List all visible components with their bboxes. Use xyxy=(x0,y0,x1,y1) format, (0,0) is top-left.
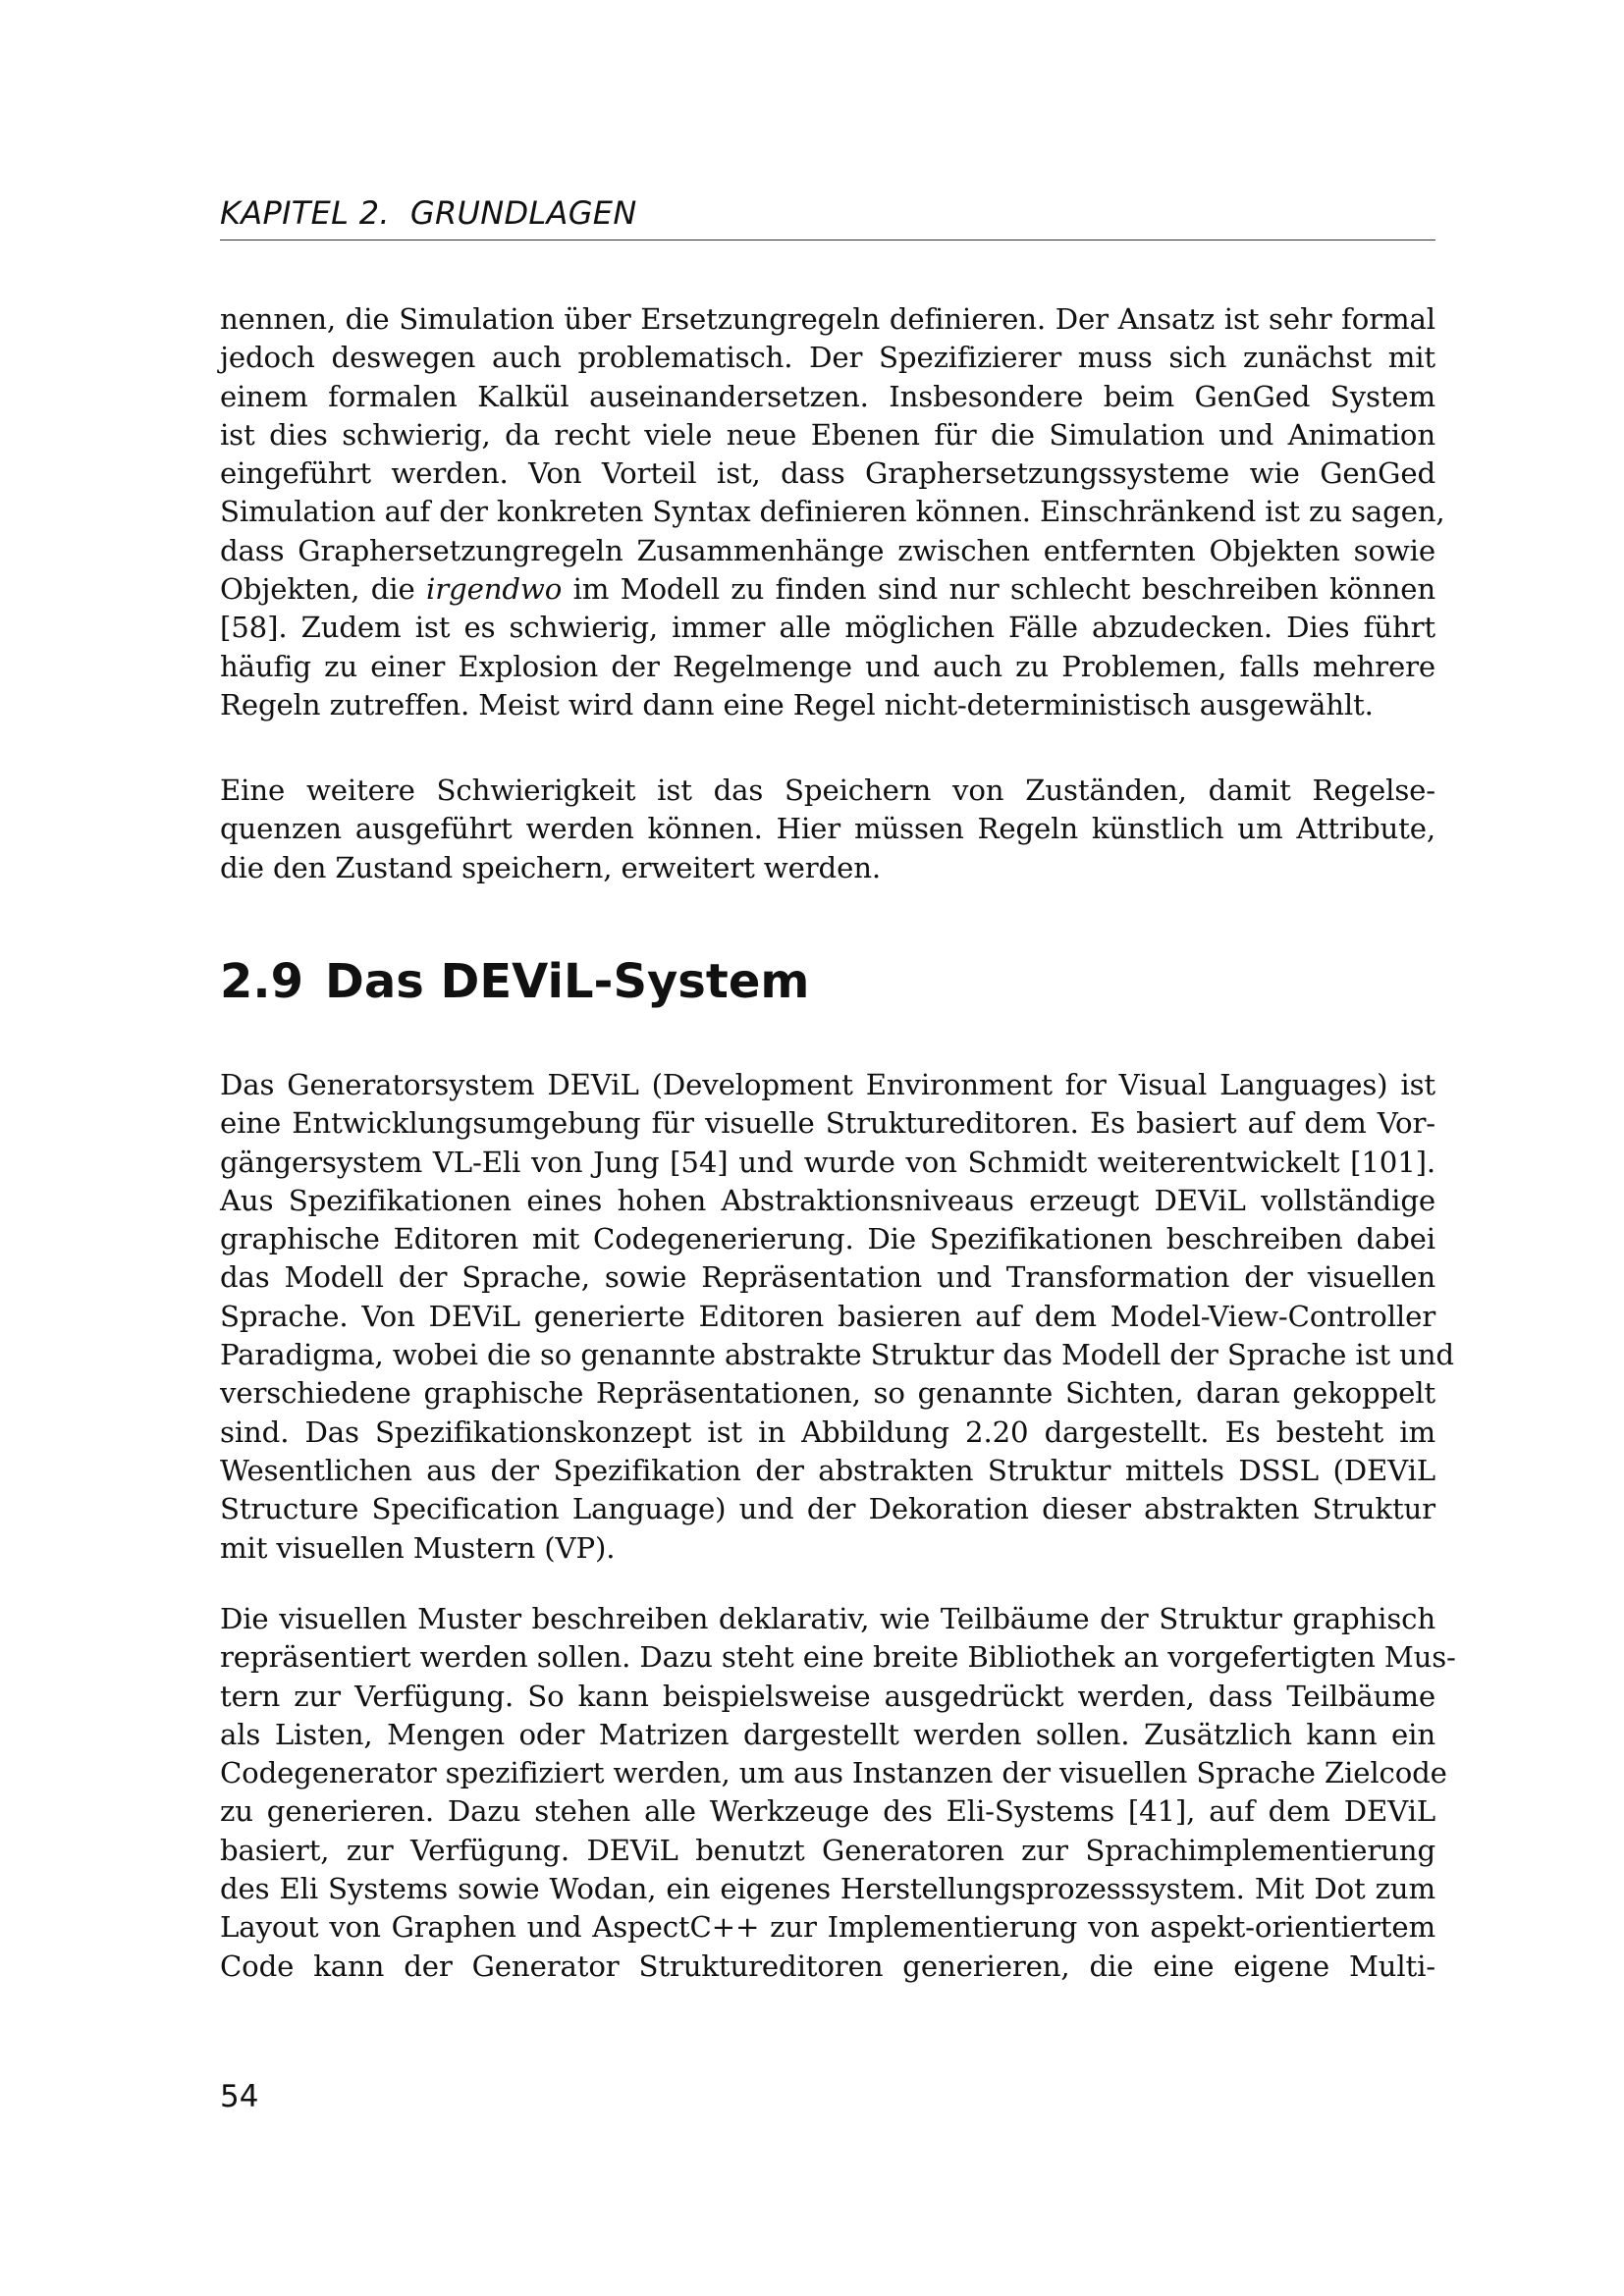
text-line: eingeführt werden. Von Vorteil ist, dass Graphersetzungssysteme wie GenGed xyxy=(220,456,1435,491)
text-line: zu generieren. Dazu stehen alle Werkzeuge des Eli-Systems [41], auf dem DEViL xyxy=(220,1794,1435,1829)
text-line: als Listen, Mengen oder Matrizen dargestellt werden sollen. Zusätzlich kann ein xyxy=(220,1717,1435,1751)
text-line: tern zur Verfügung. So kann beispielsweise ausgedrückt werden, dass Teilbäume xyxy=(220,1679,1435,1713)
section-heading xyxy=(220,952,809,1011)
text-line: Wesentlichen aus der Spezifikation der abstrakten Struktur mittels DSSL (DEViL xyxy=(220,1453,1435,1487)
italic-word: irgendwo xyxy=(426,572,563,607)
text-line: repräsentiert werden sollen. Dazu steht eine breite Bibliothek an vorgefertigten Mus- xyxy=(220,1640,1456,1675)
text-line: das Modell der Sprache, sowie Repräsentation und Transformation der visuellen xyxy=(220,1260,1435,1295)
page-number: 54 xyxy=(220,2079,259,2114)
text-line: nennen, die Simulation über Ersetzungregeln definieren. Der Ansatz ist sehr formal xyxy=(220,302,1435,336)
paragraph-2 xyxy=(220,772,1435,887)
paragraph-4 xyxy=(220,1600,1456,1986)
text-fragment: im Modell zu finden sind nur schlecht beschreiben können xyxy=(562,572,1435,607)
text-line: einem formalen Kalkül auseinandersetzen. Insbesondere beim GenGed System xyxy=(220,379,1435,413)
text-line: ist dies schwierig, da recht viele neue Ebenen für die Simulation und Animation xyxy=(220,417,1435,452)
text-line: Eine weitere Schwierigkeit ist das Speichern von Zuständen, damit Regelse- xyxy=(220,774,1435,807)
running-header xyxy=(220,190,1435,240)
text-line: Sprache. Von DEViL generierte Editoren basieren auf dem Model-View-Controller xyxy=(220,1299,1435,1333)
text-line-with-italic xyxy=(220,570,1435,609)
text-line: die den Zustand speichern, erweitert werden. xyxy=(220,850,881,884)
text-line: Aus Spezifikationen eines hohen Abstraktionsniveaus erzeugt DEViL vollständige xyxy=(220,1183,1435,1217)
text-line: [58]. Zudem ist es schwierig, immer alle möglichen Fälle abzudecken. Dies führt xyxy=(220,611,1435,645)
text-line: häufig zu einer Explosion der Regelmenge und auch zu Problemen, falls mehrere xyxy=(220,649,1435,683)
text-line: eine Entwicklungsumgebung für visuelle Struktureditoren. Es basiert auf dem Vor- xyxy=(220,1106,1435,1141)
text-line: Codegenerator spezifiziert werden, um aus Instanzen der visuellen Sprache Zielcode xyxy=(220,1756,1447,1790)
text-line: Layout von Graphen und AspectC++ zur Implementierung von aspekt-orientiertem xyxy=(220,1910,1435,1945)
text-line: Das Generatorsystem DEViL (Development Environment for Visual Languages) ist xyxy=(220,1068,1435,1101)
text-line: Die visuellen Muster beschreiben deklarativ, wie Teilbäume der Struktur graphisch xyxy=(220,1602,1435,1635)
text-line: verschiedene graphische Repräsentationen, so genannte Sichten, daran gekoppelt xyxy=(220,1376,1435,1411)
text-line: basiert, zur Verfügung. DEViL benutzt Generatoren zur Sprachimplementierung xyxy=(220,1833,1435,1867)
text-line: des Eli Systems sowie Wodan, ein eigenes Herstellungsprozesssystem. Mit Dot zum xyxy=(220,1872,1435,1906)
text-line: Regeln zutreffen. Meist wird dann eine Regel nicht-deterministisch ausgewählt. xyxy=(220,687,1374,721)
text-line: Simulation auf der konkreten Syntax definieren können. Einschränkend ist zu sagen, xyxy=(220,495,1445,529)
text-line: dass Graphersetzungregeln Zusammenhänge zwischen entfernten Objekten sowie xyxy=(220,533,1435,567)
text-line: Paradigma, wobei die so genannte abstrakte Struktur das Modell der Sprache ist und xyxy=(220,1338,1454,1372)
paragraph-3 xyxy=(220,1066,1454,1568)
text-line: Structure Specification Language) und der Dekoration dieser abstrakten Struktur xyxy=(220,1492,1435,1526)
section-title: Das DEViL-System xyxy=(325,954,810,1009)
section-number: 2.9 xyxy=(220,954,304,1009)
text-line: Code kann der Generator Struktureditoren generieren, die eine eigene Multi- xyxy=(220,1949,1435,1983)
text-line: jedoch deswegen auch problematisch. Der Spezifizierer muss sich zunächst mit xyxy=(220,341,1435,375)
paragraph-1 xyxy=(220,300,1445,724)
text-line: sind. Das Spezifikationskonzept ist in Abbildung 2.20 dargestellt. Es besteht im xyxy=(220,1415,1435,1449)
text-fragment: Objekten, die xyxy=(220,572,427,607)
running-header-title: KAPITEL 2. GRUNDLAGEN xyxy=(220,194,637,232)
text-line: gängersystem VL-Eli von Jung [54] und wurde von Schmidt weiterentwickelt [101]. xyxy=(220,1145,1435,1179)
text-line: mit visuellen Mustern (VP). xyxy=(220,1530,616,1565)
text-line: graphische Editoren mit Codegenerierung. Die Spezifikationen beschreiben dabei xyxy=(220,1222,1435,1256)
text-line: quenzen ausgeführt werden können. Hier müssen Regeln künstlich um Attribute, xyxy=(220,812,1435,846)
